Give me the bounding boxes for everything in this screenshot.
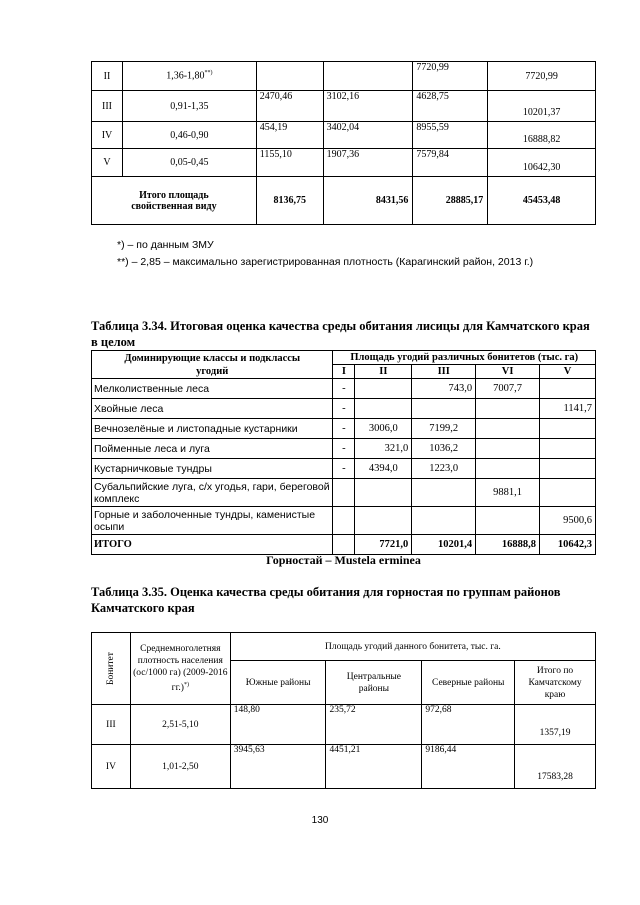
header-area: Площадь угодий данного бонитета, тыс. га. <box>230 633 595 661</box>
total-cell: 10201,37 <box>488 91 596 122</box>
total-label: ИТОГО <box>92 535 333 555</box>
fox-region-table <box>91 61 596 225</box>
cell: 1141,7 <box>540 399 596 419</box>
density-cell: 0,05-0,45 <box>122 149 256 177</box>
density-cell: 1,36-1,80**) <box>122 62 256 91</box>
cell <box>355 507 412 535</box>
header-density: Среднемноголетняя плотность населения (ос/1000 га) (2009-2016 гг.)*) <box>130 633 230 705</box>
cell <box>540 419 596 439</box>
total-cell: 7720,99 <box>488 62 596 91</box>
total-label: Итого площадь свойственная виду <box>92 177 257 225</box>
cell: 4394,0 <box>355 459 412 479</box>
density-cell: 1,01-2,50 <box>130 745 230 789</box>
south-cell: 454,19 <box>256 122 323 149</box>
cell: 1036,2 <box>412 439 476 459</box>
bonitet-cell: V <box>92 149 123 177</box>
col-header: II <box>355 365 412 379</box>
south-cell <box>256 62 323 91</box>
header-bonitet: Бонитет <box>92 633 131 705</box>
cell: 9881,1 <box>476 479 540 507</box>
north-cell: 7579,84 <box>413 149 488 177</box>
cell <box>355 479 412 507</box>
density-cell: 0,91-1,35 <box>122 91 256 122</box>
page-number: 130 <box>311 815 329 826</box>
central-cell <box>323 62 413 91</box>
cell: - <box>333 439 355 459</box>
total-cell: 17583,28 <box>515 745 596 789</box>
cell <box>540 379 596 399</box>
cell <box>540 479 596 507</box>
cell <box>333 507 355 535</box>
cell <box>355 399 412 419</box>
row-label: Вечнозелёные и листопадные кустарники <box>92 419 333 439</box>
col-header: VI <box>476 365 540 379</box>
table-row <box>92 459 596 479</box>
total-north: 28885,17 <box>413 177 488 225</box>
north-cell: 9186,44 <box>422 745 515 789</box>
table-header-row <box>92 351 596 365</box>
cell <box>540 459 596 479</box>
cell <box>412 399 476 419</box>
table-row <box>92 62 596 91</box>
density-cell: 2,51-5,10 <box>130 705 230 745</box>
cell <box>333 479 355 507</box>
cell: - <box>333 379 355 399</box>
cell <box>412 479 476 507</box>
table-total-row <box>92 177 596 225</box>
cell: 3006,0 <box>355 419 412 439</box>
north-cell: 8955,59 <box>413 122 488 149</box>
south-cell: 2470,46 <box>256 91 323 122</box>
row-label: Мелколиственные леса <box>92 379 333 399</box>
cell <box>476 399 540 419</box>
north-cell: 4628,75 <box>413 91 488 122</box>
density-cell: 0,46-0,90 <box>122 122 256 149</box>
ermine-habitat-table <box>91 632 596 789</box>
table-row <box>92 439 596 459</box>
footnote-2: **) – 2,85 – максимально зарегистрированная плотность (Карагинский район, 2013 г.) <box>117 256 534 268</box>
cell: 1223,0 <box>412 459 476 479</box>
south-cell: 1155,10 <box>256 149 323 177</box>
cell <box>476 419 540 439</box>
row-label: Пойменные леса и луга <box>92 439 333 459</box>
table-row <box>92 149 596 177</box>
central-cell: 235,72 <box>326 705 422 745</box>
cell: 7721,0 <box>355 535 412 555</box>
cell: - <box>333 399 355 419</box>
table-row <box>92 745 596 789</box>
central-cell: 3102,16 <box>323 91 413 122</box>
row-label: Кустарничковые тундры <box>92 459 333 479</box>
bonitet-cell: IV <box>92 122 123 149</box>
bonitet-cell: III <box>92 91 123 122</box>
table-row <box>92 91 596 122</box>
table-row <box>92 399 596 419</box>
footnote-1: *) – по данным ЗМУ <box>117 239 214 251</box>
cell: 10201,4 <box>412 535 476 555</box>
table-row <box>92 419 596 439</box>
cell: 7199,2 <box>412 419 476 439</box>
central-cell: 3402,04 <box>323 122 413 149</box>
col-header: III <box>412 365 476 379</box>
table-3-35-title: Таблица 3.35. Оценка качества среды обитания для горностая по группам районов Камчатского края <box>91 585 561 615</box>
col-total: Итого по Камчатскому краю <box>515 661 596 705</box>
col-header: V <box>540 365 596 379</box>
cell: 7007,7 <box>476 379 540 399</box>
cell <box>355 379 412 399</box>
fox-habitat-table <box>91 350 596 555</box>
col-header: I <box>333 365 355 379</box>
species-subtitle: Горностай – Mustela erminea <box>266 553 421 567</box>
row-label: Горные и заболоченные тундры, каменистые осыпи <box>92 507 333 535</box>
table-row <box>92 379 596 399</box>
cell: 16888,8 <box>476 535 540 555</box>
cell: 321,0 <box>355 439 412 459</box>
cell: 10642,3 <box>540 535 596 555</box>
south-cell: 3945,63 <box>230 745 326 789</box>
table-total-row <box>92 535 596 555</box>
cell: - <box>333 419 355 439</box>
bonitet-cell: II <box>92 62 123 91</box>
total-south: 8136,75 <box>256 177 323 225</box>
table-3-34-title: Таблица 3.34. Итоговая оценка качества среды обитания лисицы для Камчатского края в целом <box>91 319 590 349</box>
row-label: Субальпийские луга, с/х угодья, гари, береговой комплекс <box>92 479 333 507</box>
central-cell: 1907,36 <box>323 149 413 177</box>
table-header-row <box>92 633 596 661</box>
total-cell: 10642,30 <box>488 149 596 177</box>
row-label: Хвойные леса <box>92 399 333 419</box>
header-area: Площадь угодий различных бонитетов (тыс. га) <box>333 351 596 365</box>
col-central: Центральные районы <box>326 661 422 705</box>
cell <box>333 535 355 555</box>
cell: 743,0 <box>412 379 476 399</box>
table-row <box>92 479 596 507</box>
table-row <box>92 122 596 149</box>
cell <box>476 439 540 459</box>
total-cell: 16888,82 <box>488 122 596 149</box>
cell <box>476 507 540 535</box>
north-cell: 972,68 <box>422 705 515 745</box>
table-row <box>92 705 596 745</box>
cell <box>412 507 476 535</box>
total-central: 8431,56 <box>323 177 413 225</box>
cell: 9500,6 <box>540 507 596 535</box>
total-cell: 1357,19 <box>515 705 596 745</box>
header-class: Доминирующие классы и подклассы угодий <box>92 351 333 379</box>
cell: - <box>333 459 355 479</box>
total-total: 45453,48 <box>488 177 596 225</box>
north-cell: 7720,99 <box>413 62 488 91</box>
bonitet-cell: III <box>92 705 131 745</box>
cell <box>540 439 596 459</box>
table-row <box>92 507 596 535</box>
south-cell: 148,80 <box>230 705 326 745</box>
col-north: Северные районы <box>422 661 515 705</box>
col-south: Южные районы <box>230 661 326 705</box>
bonitet-cell: IV <box>92 745 131 789</box>
central-cell: 4451,21 <box>326 745 422 789</box>
cell <box>476 459 540 479</box>
